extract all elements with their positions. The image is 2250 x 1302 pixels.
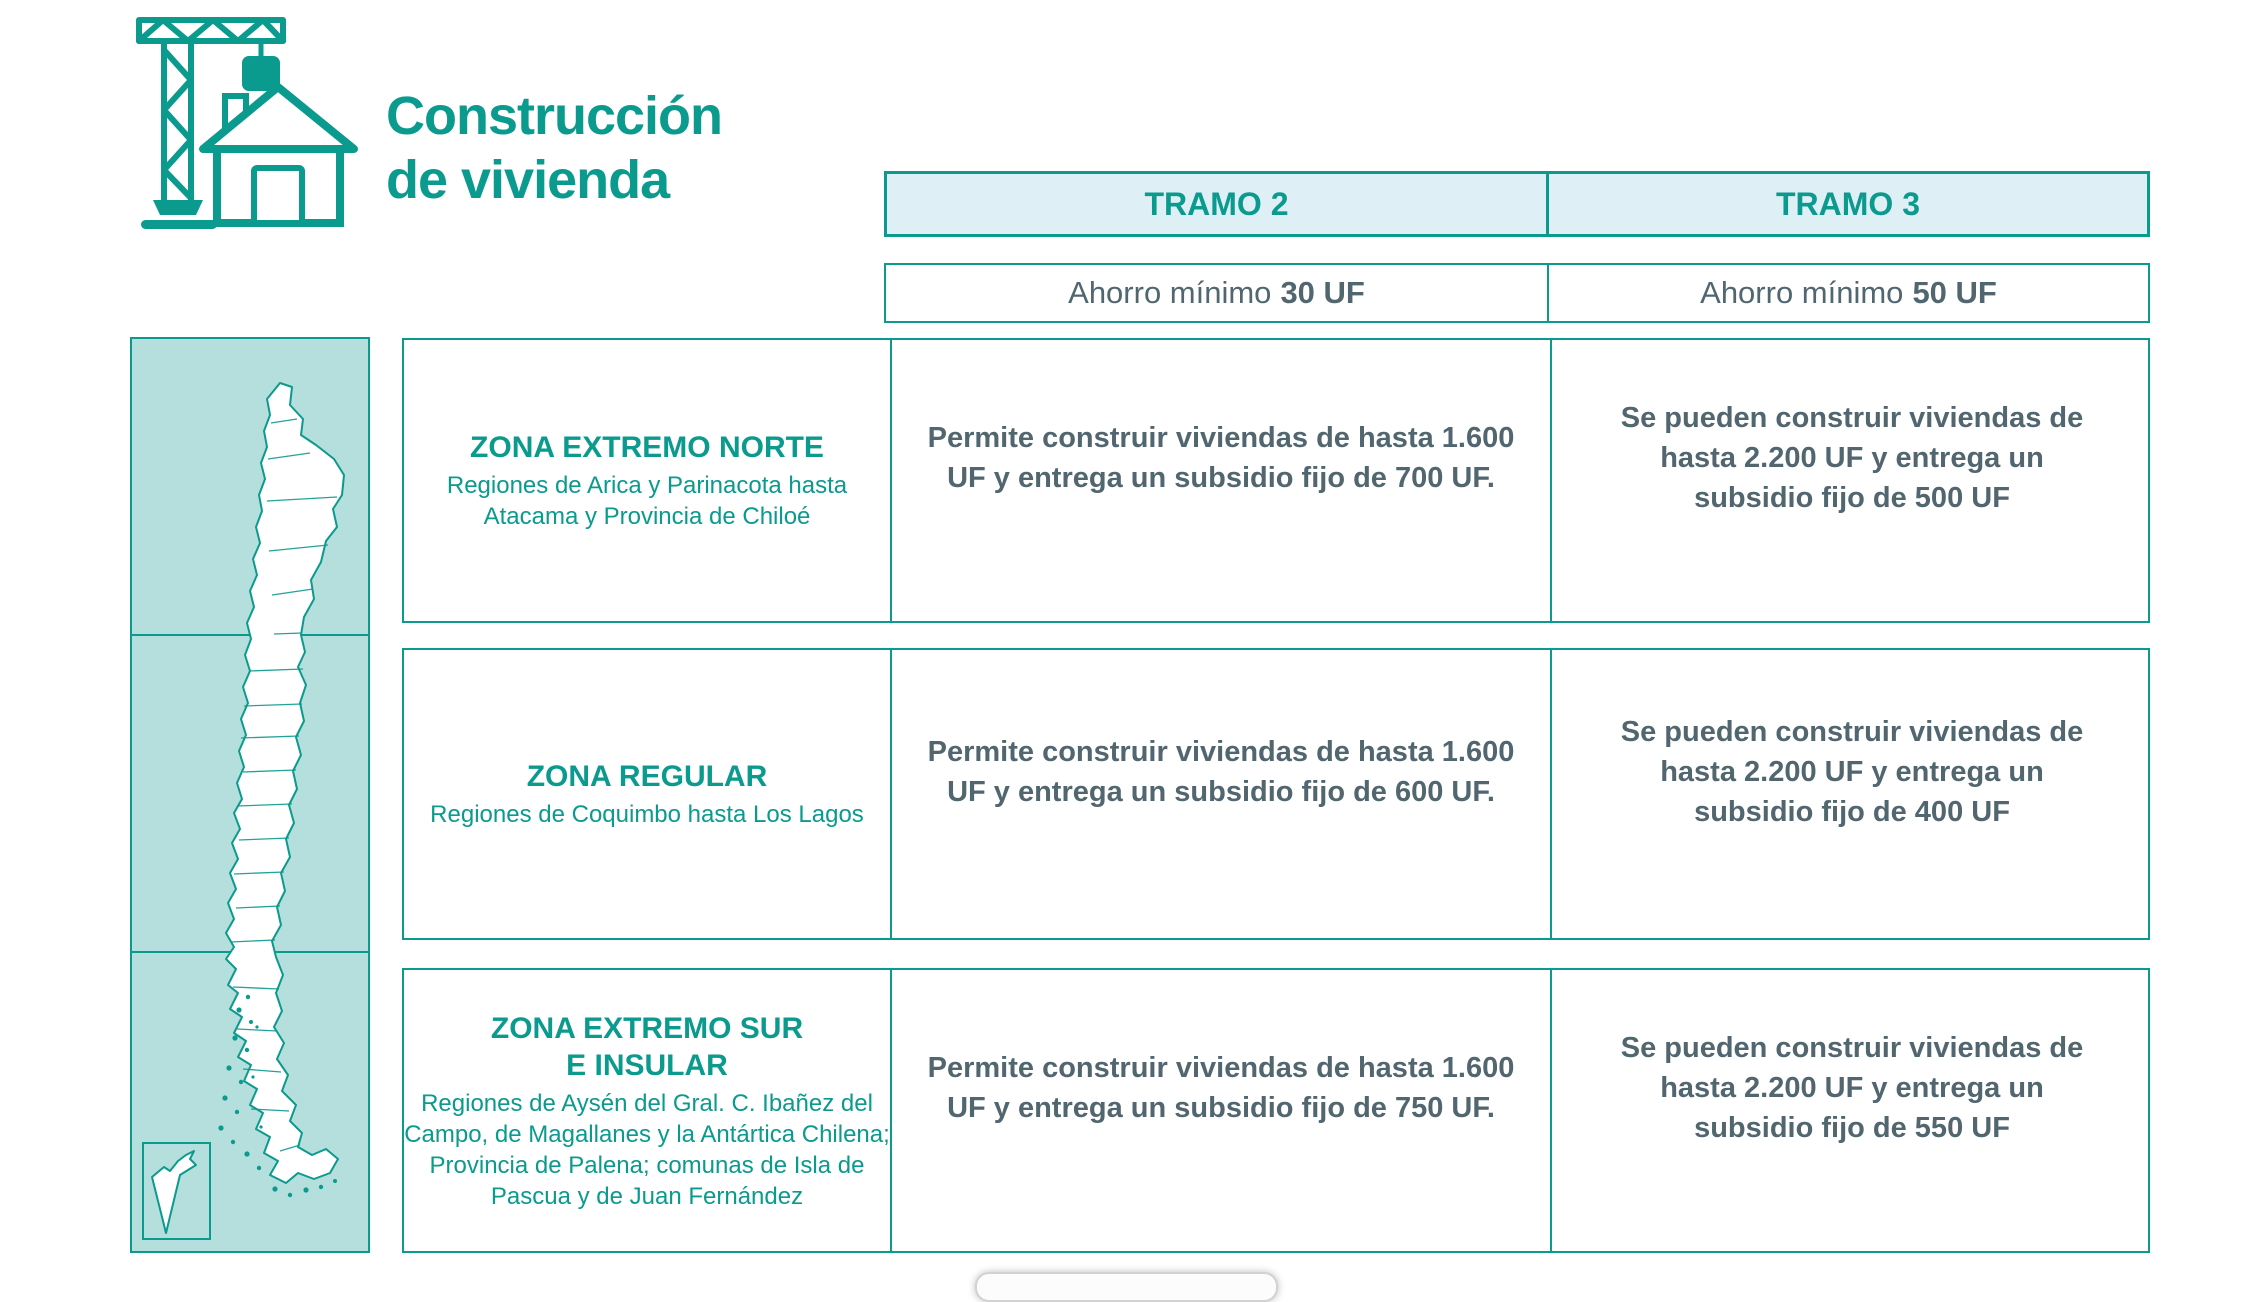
zone-title: ZONA EXTREMO SUR	[490, 1011, 804, 1045]
tramo2-cell	[890, 970, 1550, 1251]
tramo2-text: Permite construir viviendas de hasta 1.600 UF y entrega un subsidio fijo de 700 UF.	[927, 422, 1515, 494]
bottom-cutoff-chip[interactable]	[975, 1272, 1278, 1302]
tramo3-text: Se pueden construir viviendas de hasta 2.200 UF y entrega un subsidio fijo de 500 UF	[1620, 402, 2084, 514]
chile-zones-map	[130, 337, 370, 1253]
zone-description: Regiones de Aysén del Gral. C. Ibañez del Campo, de Magallanes y la Antártica Chilena; Provincia de Palena; comunas de Isla de Pascua y de Juan Fernández	[404, 1089, 890, 1210]
tramo3-text: Se pueden construir viviendas de hasta 2.200 UF y entrega un subsidio fijo de 400 UF	[1620, 715, 2084, 828]
zone-cell	[404, 970, 890, 1251]
tramo3-cell	[1550, 650, 2152, 938]
table-row-zona-extremo-norte	[402, 338, 2150, 623]
table-row-zona-regular	[402, 648, 2150, 940]
savings-prefix: Ahorro mínimo	[1068, 275, 1272, 310]
zone-cell	[404, 340, 890, 621]
tramo2-savings	[886, 265, 1549, 321]
page-title-line2: de vivienda	[386, 150, 670, 210]
zone-title: ZONA REGULAR	[526, 760, 768, 793]
savings-value: 50 UF	[1912, 275, 1997, 310]
tramo3-savings	[1549, 265, 2148, 321]
tramo2-text: Permite construir viviendas de hasta 1.600 UF y entrega un subsidio fijo de 600 UF.	[927, 735, 1515, 808]
tramo3-text: Se pueden construir viviendas de hasta 2.200 UF y entrega un subsidio fijo de 550 UF	[1620, 1032, 2084, 1144]
tramo2-cell	[890, 340, 1550, 621]
savings-row	[884, 263, 2150, 323]
page-title	[386, 84, 722, 212]
tramo3-cell	[1550, 970, 2152, 1251]
tramo-header-row	[884, 171, 2150, 237]
zone-description: Regiones de Arica y Parinacota hasta Atacama y Provincia de Chiloé	[446, 472, 848, 530]
tramo2-header: TRAMO 2	[887, 174, 1549, 234]
tramo2-text: Permite construir viviendas de hasta 1.600 UF y entrega un subsidio fijo de 750 UF.	[927, 1052, 1515, 1124]
page-title-line1: Construcción	[386, 86, 723, 146]
zone-description: Regiones de Coquimbo hasta Los Lagos	[430, 801, 864, 828]
tramo3-header: TRAMO 3	[1776, 185, 1920, 222]
table-row-zona-extremo-sur-insular	[402, 968, 2150, 1253]
tramo2-cell	[890, 650, 1550, 938]
zone-title: ZONA EXTREMO NORTE	[470, 431, 824, 464]
zone-title-line2: E INSULAR	[566, 1048, 728, 1082]
construction-crane-house-icon	[133, 8, 363, 230]
savings-value: 30 UF	[1280, 275, 1365, 310]
zone-cell	[404, 650, 890, 938]
savings-prefix: Ahorro mínimo	[1700, 275, 1904, 310]
tramo3-cell	[1550, 340, 2152, 621]
